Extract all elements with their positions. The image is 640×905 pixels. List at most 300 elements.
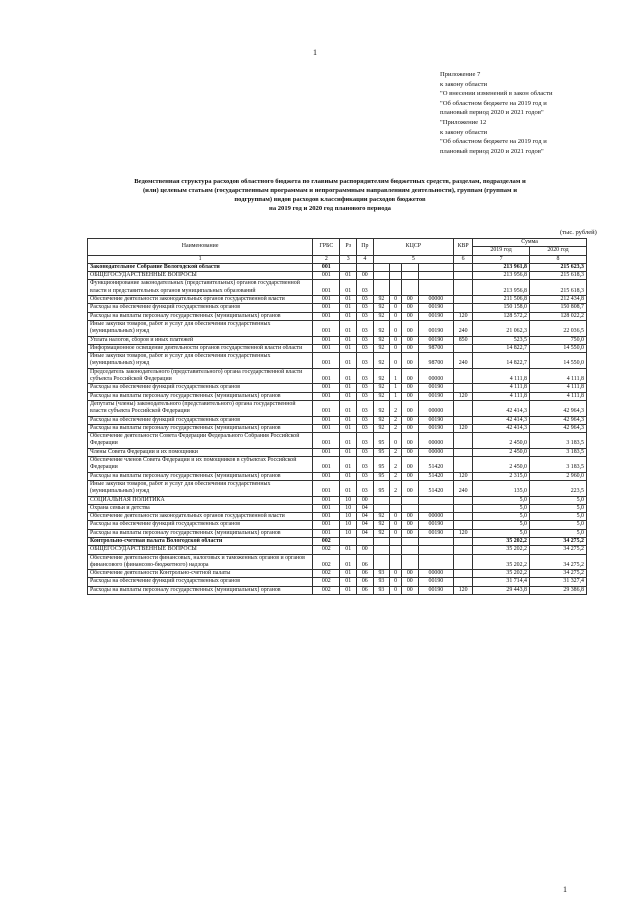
cell-name: Иные закупки товаров, работ и услуг для обеспечения государственных (муниципальных) нужд [88, 353, 313, 369]
cell-kcsr-program: 93 [373, 578, 390, 586]
cell-kvr: 240 [454, 353, 473, 369]
cell-kcsr-direction: 00190 [418, 424, 454, 432]
cell-name: Обеспечение членов Совета Федерации и их помощников в субъектах Российской Федерации [88, 457, 313, 473]
cell-grbs: 001 [313, 336, 340, 344]
cell-kvr [454, 570, 473, 578]
cell-kcsr-event: 00 [402, 368, 419, 384]
cell-grbs: 001 [313, 529, 340, 537]
cell-kcsr-event: 00 [402, 392, 419, 400]
cell-kvr: 120 [454, 472, 473, 480]
units-label: (тыс. рублей) [560, 229, 597, 236]
cell-sum-2019: 21 062,3 [473, 320, 530, 336]
cell-name: Обеспечение деятельности Совета Федерации Федерального Собрания Российской Федерации [88, 433, 313, 449]
cell-kvr [454, 537, 473, 545]
table-row [88, 296, 587, 304]
cell-kcsr-subprogram: 0 [390, 336, 402, 344]
cell-kcsr-program: 92 [373, 521, 390, 529]
cell-sum-2020: 42 964,3 [530, 416, 587, 424]
cell-sum-2019: 5,0 [473, 521, 530, 529]
cell-sum-2019: 2 315,0 [473, 472, 530, 480]
cell-pr: 03 [357, 312, 374, 320]
cell-kcsr-direction: 00000 [418, 400, 454, 416]
cell-name: Обеспечение деятельности финансовых, налоговых и таможенных органов и органов финансового (финансово-бюджетного) надзора [88, 554, 313, 570]
cell-pr: 03 [357, 433, 374, 449]
cell-rz: 01 [340, 304, 357, 312]
appendix-line: "Об областном бюджете на 2019 год и [440, 99, 547, 107]
cell-name: Депутаты (члены) законодательного (представительного) органа государственной власти субъекта Российской Федерации [88, 400, 313, 416]
table-row [88, 570, 587, 578]
cell-rz: 10 [340, 521, 357, 529]
cell-grbs: 001 [313, 368, 340, 384]
cell-kcsr-program [373, 496, 390, 504]
cell-kcsr-subprogram [390, 280, 402, 296]
cell-kcsr-program: 92 [373, 392, 390, 400]
cell-kcsr-event: 00 [402, 433, 419, 449]
cell-name: Функционирование законодательных (представительных) органов государственной власти и представительных органов муниципальных образований [88, 280, 313, 296]
cell-kcsr-program: 93 [373, 570, 390, 578]
cell-kcsr-direction: 00190 [418, 336, 454, 344]
cell-kcsr-direction: 00190 [418, 384, 454, 392]
cell-sum-2020: 14 550,0 [530, 344, 587, 352]
index-cell: 3 [340, 255, 357, 263]
cell-kcsr-direction: 00190 [418, 320, 454, 336]
cell-sum-2019: 29 443,8 [473, 586, 530, 594]
cell-kcsr-direction: 00190 [418, 521, 454, 529]
table-row [88, 554, 587, 570]
cell-sum-2020: 3 183,5 [530, 433, 587, 449]
cell-kcsr-event: 00 [402, 384, 419, 392]
cell-kcsr-subprogram: 0 [390, 578, 402, 586]
header-kcsr: КЦСР [373, 239, 454, 256]
header-name: Наименование [88, 239, 313, 256]
cell-kcsr-event: 00 [402, 586, 419, 594]
cell-kcsr-subprogram [390, 554, 402, 570]
cell-kvr: 240 [454, 480, 473, 496]
cell-kcsr-subprogram [390, 504, 402, 512]
cell-sum-2020: 5,0 [530, 504, 587, 512]
cell-sum-2019: 211 506,8 [473, 296, 530, 304]
index-cell: 1 [88, 255, 313, 263]
cell-kvr [454, 521, 473, 529]
cell-name: Уплата налогов, сборов и иных платежей [88, 336, 313, 344]
cell-kcsr-event: 00 [402, 457, 419, 473]
cell-pr [357, 263, 374, 271]
table-row [88, 433, 587, 449]
cell-kvr: 120 [454, 392, 473, 400]
cell-sum-2019: 4 111,8 [473, 392, 530, 400]
cell-rz [340, 263, 357, 271]
cell-rz: 01 [340, 570, 357, 578]
cell-sum-2019: 5,0 [473, 529, 530, 537]
cell-grbs: 002 [313, 570, 340, 578]
cell-kcsr-event: 00 [402, 521, 419, 529]
cell-kcsr-program: 92 [373, 424, 390, 432]
cell-rz: 01 [340, 578, 357, 586]
cell-rz: 10 [340, 496, 357, 504]
cell-name: Расходы на обеспечение функций государственных органов [88, 384, 313, 392]
cell-kcsr-subprogram: 2 [390, 424, 402, 432]
cell-rz: 01 [340, 392, 357, 400]
cell-kcsr-direction: 00000 [418, 570, 454, 578]
cell-kcsr-event [402, 546, 419, 554]
cell-rz: 01 [340, 424, 357, 432]
cell-sum-2020: 4 111,8 [530, 384, 587, 392]
cell-name: Контрольно-счетная палата Вологодской области [88, 537, 313, 545]
cell-kcsr-subprogram: 2 [390, 472, 402, 480]
cell-grbs: 001 [313, 320, 340, 336]
cell-pr [357, 537, 374, 545]
cell-pr: 03 [357, 368, 374, 384]
cell-pr: 03 [357, 320, 374, 336]
cell-kcsr-event: 00 [402, 304, 419, 312]
cell-kcsr-event: 00 [402, 400, 419, 416]
table-row [88, 392, 587, 400]
cell-rz: 01 [340, 336, 357, 344]
cell-grbs: 001 [313, 448, 340, 456]
cell-kcsr-program: 95 [373, 457, 390, 473]
cell-pr: 03 [357, 384, 374, 392]
cell-kcsr-event: 00 [402, 513, 419, 521]
cell-kcsr-subprogram: 0 [390, 513, 402, 521]
cell-grbs: 001 [313, 480, 340, 496]
cell-sum-2020: 34 275,2 [530, 570, 587, 578]
cell-grbs: 001 [313, 272, 340, 280]
cell-kcsr-direction: 00000 [418, 368, 454, 384]
cell-name: Расходы на выплаты персоналу государственных (муниципальных) органов [88, 586, 313, 594]
appendix-line: "Об областном бюджете на 2019 год и [440, 138, 547, 146]
cell-kcsr-subprogram: 2 [390, 448, 402, 456]
cell-kcsr-event: 00 [402, 578, 419, 586]
cell-grbs: 001 [313, 353, 340, 369]
cell-kcsr-event: 00 [402, 312, 419, 320]
cell-grbs: 001 [313, 472, 340, 480]
table-row [88, 320, 587, 336]
budget-table [87, 238, 587, 595]
cell-sum-2019: 35 202,2 [473, 537, 530, 545]
title-line: (или) целевым статьям (государственным программам и непрограммным направлениям деятельности), группам (группам и [142, 187, 517, 194]
cell-kcsr-direction [418, 263, 454, 271]
cell-kcsr-subprogram: 0 [390, 320, 402, 336]
cell-rz: 01 [340, 472, 357, 480]
table-row [88, 578, 587, 586]
table-row [88, 537, 587, 545]
cell-name: Расходы на выплаты персоналу государственных (муниципальных) органов [88, 529, 313, 537]
document-title [70, 177, 590, 213]
cell-kcsr-event: 00 [402, 472, 419, 480]
cell-rz: 10 [340, 504, 357, 512]
cell-grbs: 002 [313, 537, 340, 545]
cell-kvr [454, 280, 473, 296]
cell-kcsr-event [402, 554, 419, 570]
cell-kcsr-subprogram: 0 [390, 304, 402, 312]
cell-name: Информационное освещение деятельности органов государственной власти области [88, 344, 313, 352]
cell-sum-2019: 523,5 [473, 336, 530, 344]
cell-kcsr-program: 93 [373, 586, 390, 594]
cell-name: ОБЩЕГОСУДАРСТВЕННЫЕ ВОПРОСЫ [88, 272, 313, 280]
cell-kcsr-program [373, 272, 390, 280]
cell-kvr [454, 546, 473, 554]
appendix-line: Приложение 7 [440, 71, 481, 78]
table-row [88, 529, 587, 537]
cell-kcsr-direction [418, 272, 454, 280]
cell-sum-2020: 31 327,4 [530, 578, 587, 586]
cell-pr: 04 [357, 513, 374, 521]
cell-sum-2020: 4 111,8 [530, 392, 587, 400]
table-row [88, 400, 587, 416]
table-body [88, 263, 587, 594]
cell-pr: 06 [357, 578, 374, 586]
cell-kcsr-subprogram [390, 496, 402, 504]
cell-kcsr-event: 00 [402, 416, 419, 424]
cell-sum-2020: 22 036,5 [530, 320, 587, 336]
title-line: на 2019 год и 2020 год планового периода [269, 205, 391, 212]
header-kvr: КВР [454, 239, 473, 256]
cell-kcsr-program: 92 [373, 353, 390, 369]
cell-kcsr-event: 00 [402, 336, 419, 344]
cell-sum-2019: 213 956,8 [473, 272, 530, 280]
index-cell: 8 [530, 255, 587, 263]
cell-name: Иные закупки товаров, работ и услуг для обеспечения государственных (муниципальных) нужд [88, 480, 313, 496]
cell-kcsr-program: 95 [373, 472, 390, 480]
cell-sum-2020: 29 386,8 [530, 586, 587, 594]
table-row [88, 272, 587, 280]
cell-rz: 01 [340, 344, 357, 352]
cell-rz: 01 [340, 546, 357, 554]
cell-kcsr-subprogram [390, 546, 402, 554]
cell-kcsr-direction [418, 537, 454, 545]
cell-kcsr-direction: 00190 [418, 304, 454, 312]
cell-kcsr-program: 92 [373, 368, 390, 384]
cell-grbs: 001 [313, 344, 340, 352]
cell-kvr [454, 457, 473, 473]
cell-kcsr-event: 00 [402, 296, 419, 304]
cell-pr: 03 [357, 480, 374, 496]
cell-kcsr-event [402, 263, 419, 271]
cell-kcsr-program [373, 546, 390, 554]
cell-kcsr-program: 92 [373, 400, 390, 416]
cell-kcsr-event [402, 537, 419, 545]
cell-kvr [454, 496, 473, 504]
cell-sum-2019: 14 822,7 [473, 344, 530, 352]
index-cell: 2 [313, 255, 340, 263]
cell-kcsr-event: 00 [402, 344, 419, 352]
cell-sum-2019: 42 414,3 [473, 424, 530, 432]
cell-name: СОЦИАЛЬНАЯ ПОЛИТИКА [88, 496, 313, 504]
table-row [88, 312, 587, 320]
cell-rz: 01 [340, 586, 357, 594]
cell-sum-2020: 128 022,2 [530, 312, 587, 320]
cell-kvr: 120 [454, 529, 473, 537]
index-cell: 6 [454, 255, 473, 263]
cell-pr: 03 [357, 336, 374, 344]
cell-kcsr-direction: 00190 [418, 529, 454, 537]
header-sum: Сумма [473, 239, 587, 247]
cell-grbs: 001 [313, 280, 340, 296]
cell-sum-2019: 2 450,0 [473, 457, 530, 473]
cell-sum-2019: 35 202,2 [473, 570, 530, 578]
cell-sum-2019: 2 450,0 [473, 433, 530, 449]
cell-rz [340, 537, 357, 545]
cell-kcsr-program [373, 554, 390, 570]
table-row [88, 586, 587, 594]
cell-grbs: 001 [313, 457, 340, 473]
table-row [88, 336, 587, 344]
cell-pr: 03 [357, 457, 374, 473]
appendix-note [440, 70, 610, 156]
cell-sum-2019: 4 111,8 [473, 368, 530, 384]
cell-kvr [454, 368, 473, 384]
cell-kcsr-direction: 98700 [418, 353, 454, 369]
cell-kcsr-program: 92 [373, 336, 390, 344]
cell-kcsr-subprogram: 0 [390, 433, 402, 449]
cell-grbs: 001 [313, 521, 340, 529]
cell-kvr: 240 [454, 320, 473, 336]
cell-kcsr-program: 92 [373, 416, 390, 424]
index-cell: 5 [373, 255, 454, 263]
cell-sum-2020: 212 434,8 [530, 296, 587, 304]
cell-sum-2020: 5,0 [530, 513, 587, 521]
table-row [88, 384, 587, 392]
cell-kvr [454, 272, 473, 280]
cell-grbs: 001 [313, 433, 340, 449]
cell-kcsr-program [373, 537, 390, 545]
cell-pr: 03 [357, 424, 374, 432]
appendix-line: "О внесении изменений в закон области [440, 90, 553, 98]
cell-grbs: 001 [313, 424, 340, 432]
cell-name: Расходы на выплаты персоналу государственных (муниципальных) органов [88, 424, 313, 432]
cell-sum-2020: 3 183,5 [530, 457, 587, 473]
table-row [88, 416, 587, 424]
cell-sum-2020: 34 275,2 [530, 554, 587, 570]
appendix-line: плановый период 2020 и 2021 годов" [440, 109, 544, 117]
cell-sum-2019: 5,0 [473, 513, 530, 521]
table-row [88, 368, 587, 384]
cell-sum-2020: 750,0 [530, 336, 587, 344]
cell-kcsr-subprogram: 1 [390, 368, 402, 384]
table-row [88, 448, 587, 456]
cell-grbs: 001 [313, 504, 340, 512]
table-row [88, 353, 587, 369]
cell-kcsr-subprogram: 0 [390, 296, 402, 304]
cell-sum-2019: 213 961,8 [473, 263, 530, 271]
cell-sum-2020: 215 618,3 [530, 272, 587, 280]
cell-sum-2019: 150 158,0 [473, 304, 530, 312]
cell-kcsr-direction [418, 496, 454, 504]
cell-kcsr-program: 95 [373, 448, 390, 456]
cell-name: Расходы на обеспечение функций государственных органов [88, 521, 313, 529]
cell-kcsr-direction: 98700 [418, 344, 454, 352]
cell-kcsr-event: 00 [402, 320, 419, 336]
cell-sum-2019: 35 202,2 [473, 546, 530, 554]
cell-sum-2019: 5,0 [473, 504, 530, 512]
title-line: подгруппам) видов расходов классификации расходов бюджетов [234, 196, 426, 203]
cell-sum-2019: 42 414,3 [473, 416, 530, 424]
cell-kcsr-event: 00 [402, 480, 419, 496]
cell-name: Расходы на обеспечение функций государственных органов [88, 578, 313, 586]
cell-rz: 01 [340, 457, 357, 473]
table-row [88, 304, 587, 312]
cell-rz: 01 [340, 448, 357, 456]
cell-kcsr-event [402, 272, 419, 280]
cell-pr: 03 [357, 448, 374, 456]
cell-name: Охрана семьи и детства [88, 504, 313, 512]
table-row [88, 280, 587, 296]
table-row [88, 263, 587, 271]
cell-name: Обеспечение деятельности законодательных органов государственной власти [88, 513, 313, 521]
cell-grbs: 001 [313, 304, 340, 312]
cell-sum-2020: 42 964,3 [530, 400, 587, 416]
cell-pr: 06 [357, 554, 374, 570]
header-grbs: ГРБС [313, 239, 340, 256]
page-number-top: 1 [313, 48, 317, 57]
cell-kcsr-direction [418, 546, 454, 554]
cell-kcsr-direction: 00190 [418, 416, 454, 424]
cell-kvr [454, 296, 473, 304]
cell-name: Иные закупки товаров, работ и услуг для обеспечения государственных (муниципальных) нужд [88, 320, 313, 336]
cell-kvr [454, 263, 473, 271]
cell-name: Члены Совета Федерации и их помощники [88, 448, 313, 456]
cell-pr: 03 [357, 400, 374, 416]
cell-kcsr-program: 92 [373, 344, 390, 352]
cell-kvr [454, 344, 473, 352]
header-rz: Рз [340, 239, 357, 256]
page-number-bottom: 1 [563, 885, 567, 894]
cell-sum-2019: 128 572,2 [473, 312, 530, 320]
cell-grbs: 002 [313, 546, 340, 554]
cell-kvr [454, 433, 473, 449]
cell-rz: 01 [340, 433, 357, 449]
cell-sum-2019: 14 822,7 [473, 353, 530, 369]
table-row [88, 472, 587, 480]
cell-kcsr-program: 92 [373, 384, 390, 392]
cell-kcsr-direction: 00190 [418, 578, 454, 586]
cell-kvr: 120 [454, 312, 473, 320]
cell-rz: 01 [340, 400, 357, 416]
appendix-line: "Приложение 12 [440, 118, 487, 126]
cell-kvr [454, 384, 473, 392]
cell-sum-2019: 5,0 [473, 496, 530, 504]
cell-kcsr-subprogram: 0 [390, 529, 402, 537]
cell-kcsr-direction: 00000 [418, 433, 454, 449]
cell-kcsr-direction: 51420 [418, 480, 454, 496]
cell-kcsr-program: 92 [373, 529, 390, 537]
cell-sum-2020: 5,0 [530, 521, 587, 529]
cell-sum-2020: 3 183,5 [530, 448, 587, 456]
cell-sum-2020: 14 550,0 [530, 353, 587, 369]
cell-grbs: 002 [313, 586, 340, 594]
cell-grbs: 001 [313, 416, 340, 424]
cell-grbs: 001 [313, 400, 340, 416]
cell-kcsr-subprogram: 2 [390, 457, 402, 473]
cell-rz: 10 [340, 529, 357, 537]
cell-kcsr-event: 00 [402, 353, 419, 369]
cell-kcsr-program: 92 [373, 513, 390, 521]
table-row [88, 480, 587, 496]
cell-kcsr-subprogram: 1 [390, 392, 402, 400]
cell-rz: 01 [340, 554, 357, 570]
table-row [88, 504, 587, 512]
cell-sum-2019: 31 714,4 [473, 578, 530, 586]
cell-pr: 03 [357, 304, 374, 312]
table-row [88, 496, 587, 504]
cell-pr: 04 [357, 521, 374, 529]
cell-kcsr-subprogram: 0 [390, 312, 402, 320]
cell-kcsr-subprogram: 0 [390, 344, 402, 352]
cell-kcsr-program [373, 263, 390, 271]
cell-rz: 01 [340, 272, 357, 280]
cell-kcsr-program [373, 504, 390, 512]
cell-kcsr-program: 92 [373, 304, 390, 312]
